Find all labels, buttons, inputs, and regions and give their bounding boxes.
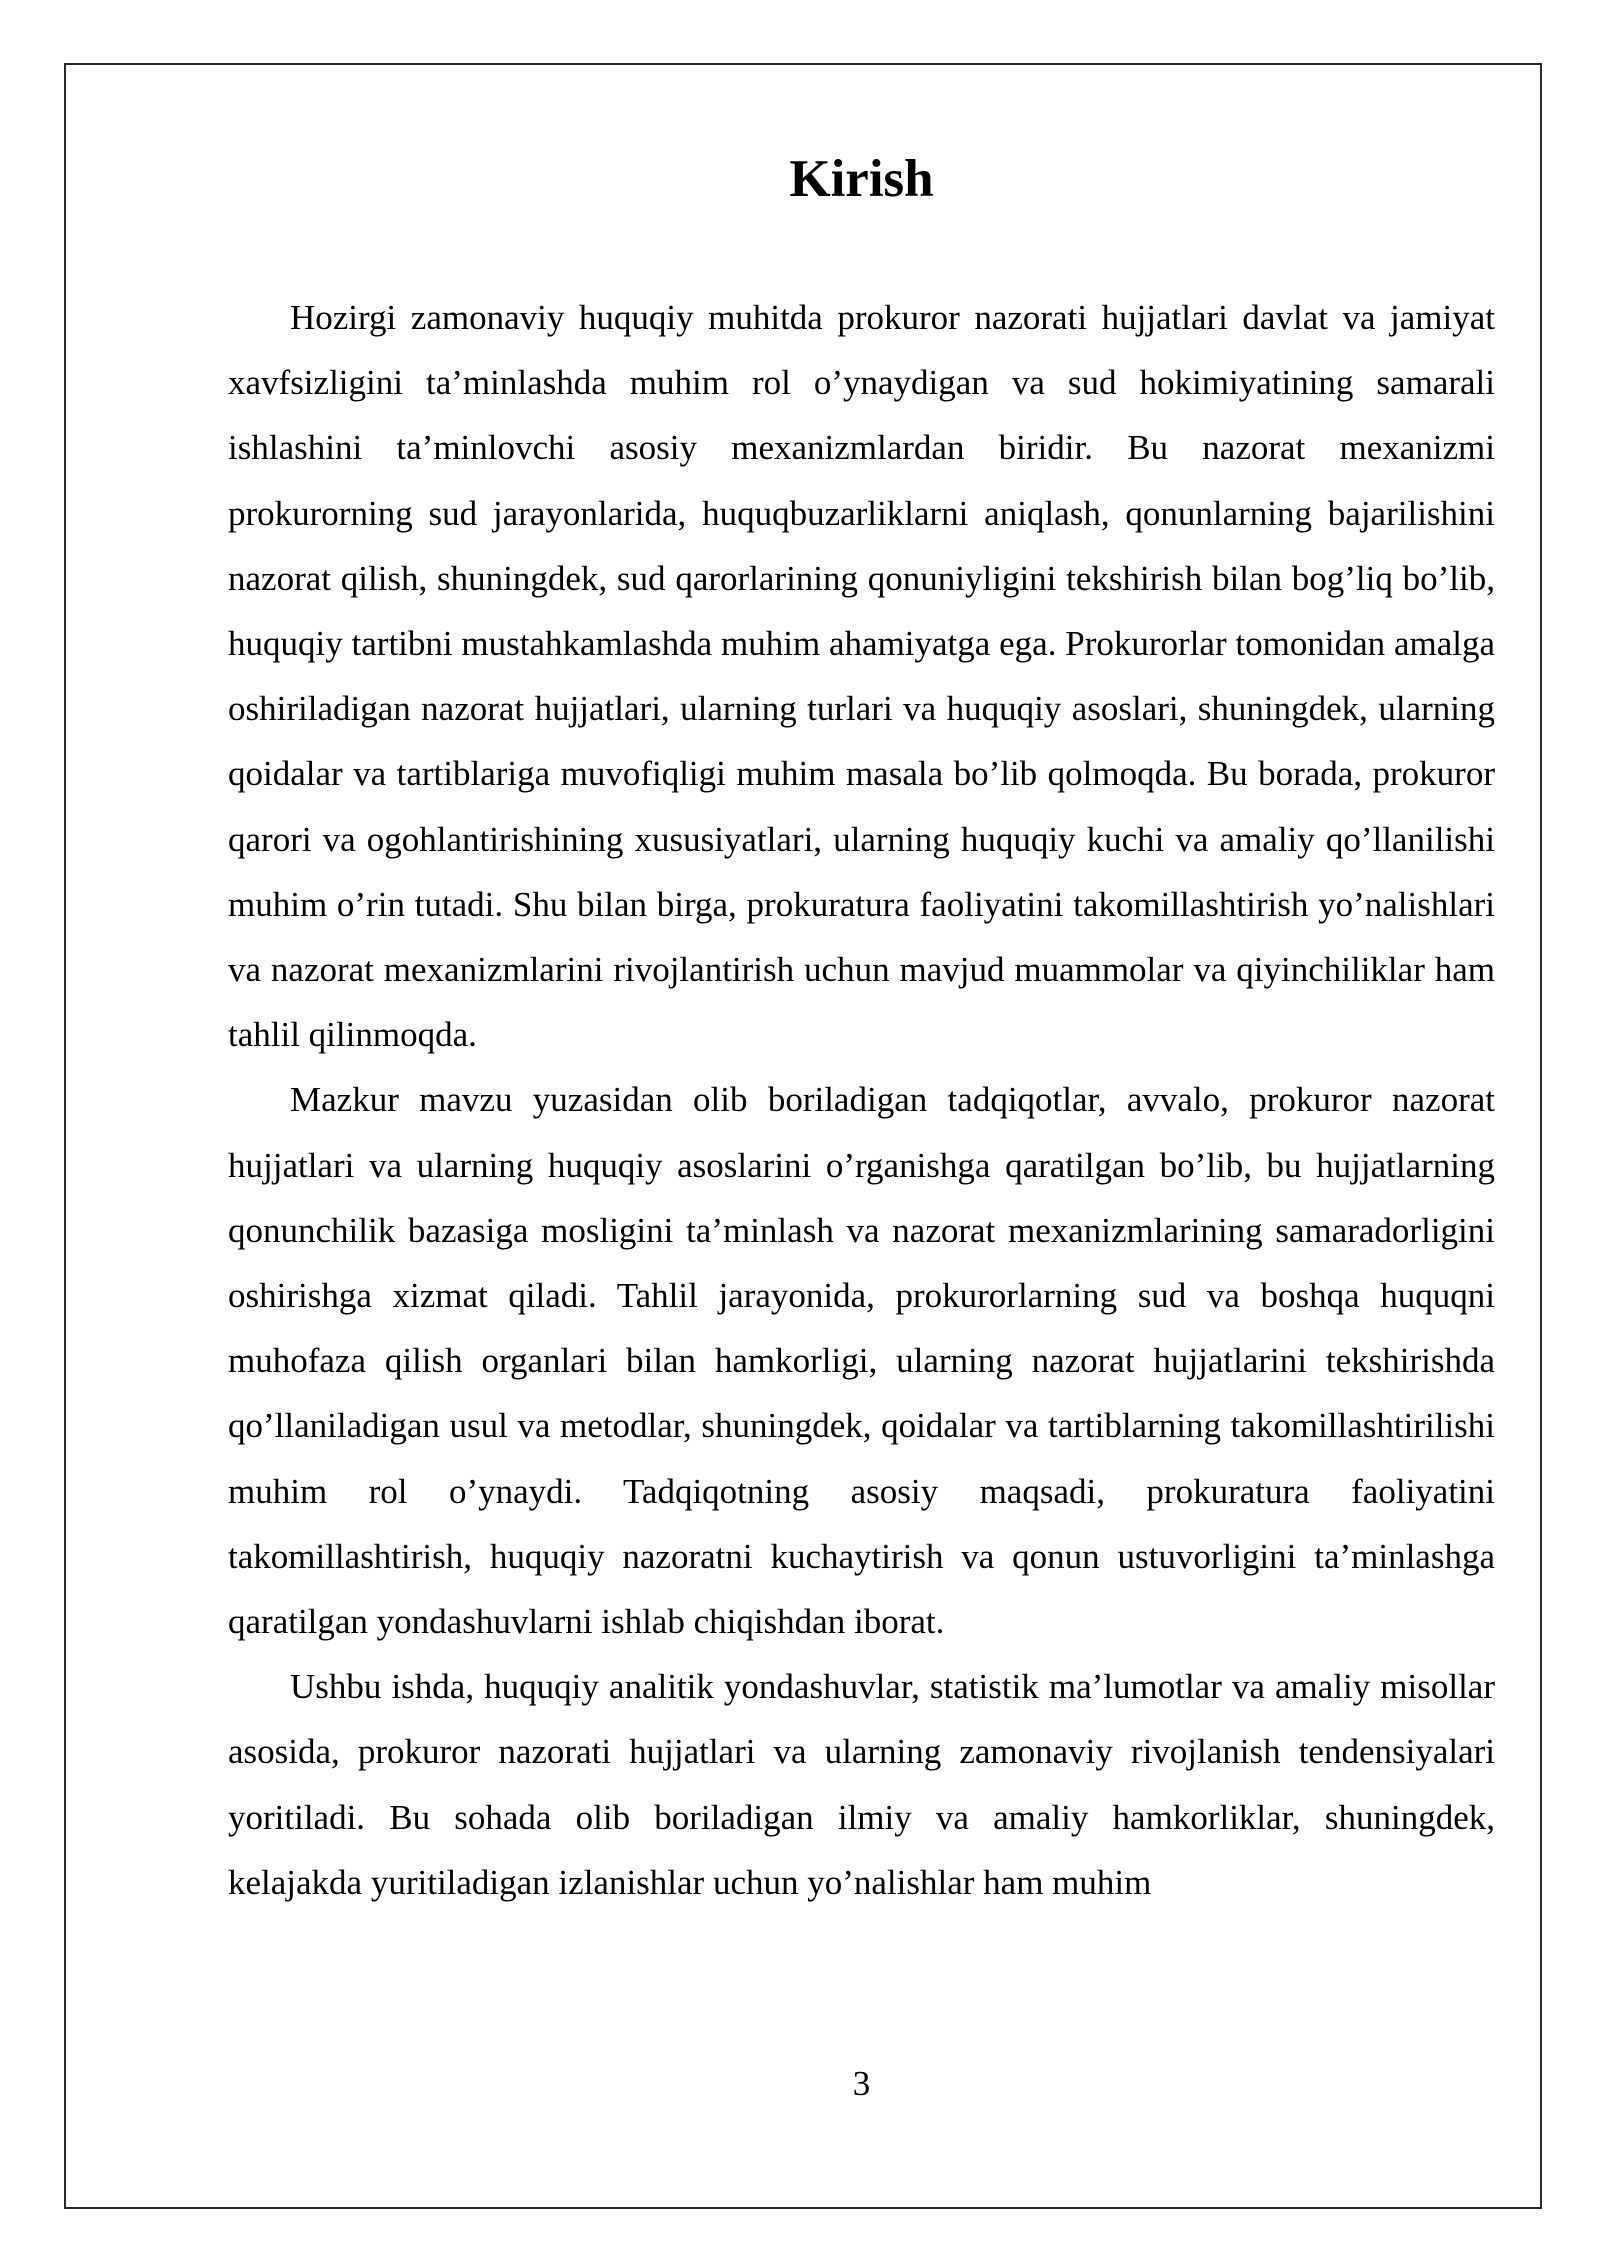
page-number: 3 [852,2064,871,2103]
paragraph-2: Mazkur mavzu yuzasidan olib boriladigan tadqiqotlar, avvalo, prokuror nazorat hujjatlari va ularning huquqiy asoslarini o’rganishga qaratilgan bo’lib, bu hujjatlarning qonunchilik bazasiga mosligini ta’minlash va nazorat mexanizmlarining samaradorligini oshirishga xizmat qiladi. Tahlil jarayonida, prokurorlarning sud va boshqa huquqni muhofaza qilish organlari bilan hamkorligi, ularning nazorat hujjatlarini tekshirishda qo’llaniladigan usul va metodlar, shuningdek, qoidalar va tartiblarning takomillashtirilishi muhim rol o’ynaydi. Tadqiqotning asosiy maqsadi, prokuratura faoliyatini takomillashtirish, huquqiy nazoratni kuchaytirish va qonun ustuvorligini ta’minlashga qaratilgan yondashuvlarni ishlab chiqishdan iborat. [228,1080,1495,1642]
body-text [228,285,1495,1915]
paragraph-3: Ushbu ishda, huquqiy analitik yondashuvlar, statistik ma’lumotlar va amaliy misollar asosida, prokuror nazorati hujjatlari va ularning zamonaviy rivojlanish tendensiyalari yoritiladi. Bu sohada olib boriladigan ilmiy va amaliy hamkorliklar, shuningdek, kelajakda yuritiladigan izlanishlar uchun yo’nalishlar ham muhim [228,1667,1495,1902]
paragraph-1: Hozirgi zamonaviy huquqiy muhitda prokuror nazorati hujjatlari davlat va jamiyat xavfsizligini ta’minlashda muhim rol o’ynaydigan va sud hokimiyatining samarali ishlashini ta’minlovchi asosiy mexanizmlardan biridir. Bu nazorat mexanizmi prokurorning sud jarayonlarida, huquqbuzarliklarni aniqlash, qonunlarning bajarilishini nazorat qilish, shuningdek, sud qarorlarining qonuniyligini tekshirish bilan bog’liq bo’lib, huquqiy tartibni mustahkamlashda muhim ahamiyatga ega. Prokurorlar tomonidan amalga oshiriladigan nazorat hujjatlari, ularning turlari va huquqiy asoslari, shuningdek, ularning qoidalar va tartiblariga muvofiqligi muhim masala bo’lib qolmoqda. Bu borada, prokuror qarori va ogohlantirishining xususiyatlari, ularning huquqiy kuchi va amaliy qo’llanilishi muhim o’rin tutadi. Shu bilan birga, prokuratura faoliyatini takomillashtirish yo’nalishlari va nazorat mexanizmlarini rivojlantirish uchun mavjud muammolar va qiyinchiliklar ham tahlil qilinmoqda. [228,298,1495,1055]
section-title: Kirish [789,150,934,208]
